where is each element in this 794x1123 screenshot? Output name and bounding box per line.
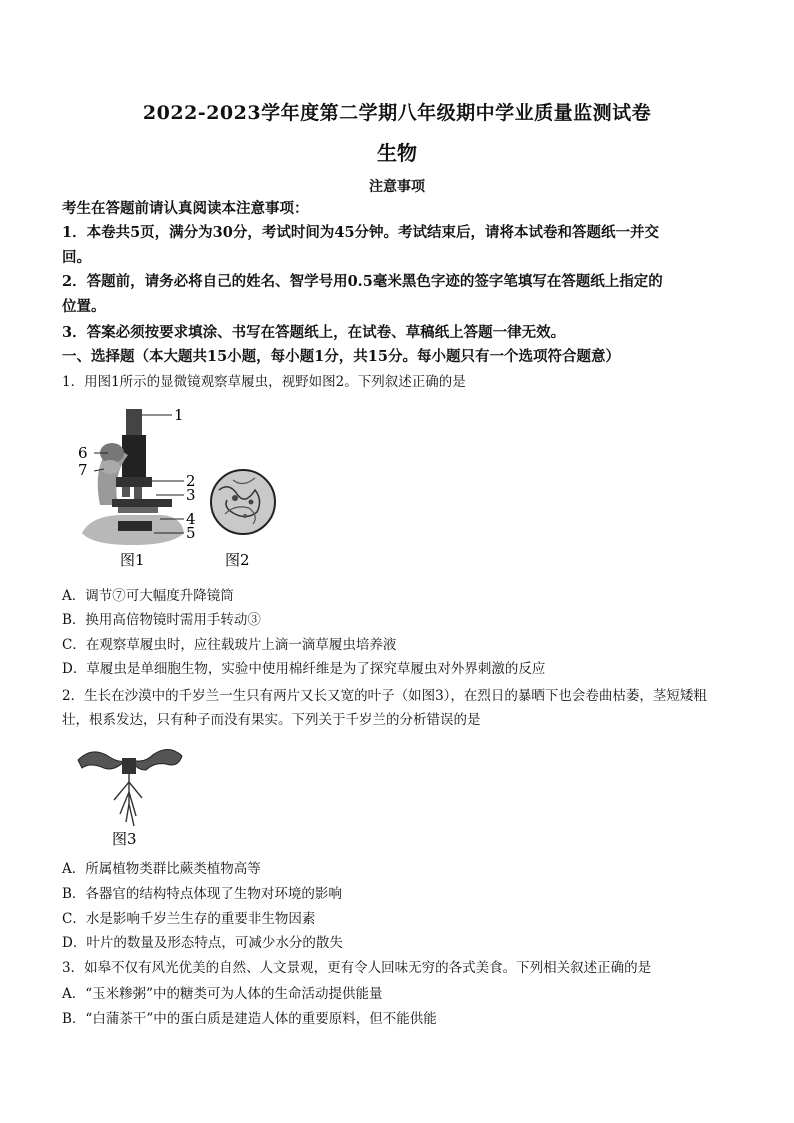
- q3-option-b: B．“白蒲茶干”中的蛋白质是建造人体的重要原料，但不能供能: [62, 1011, 437, 1027]
- q1-option-c: C．在观察草履虫时，应往载玻片上滴一滴草履虫培养液: [62, 637, 397, 653]
- figure-1-caption: 图1: [120, 551, 145, 569]
- microscope-label-1: 1: [174, 406, 184, 424]
- microscope-figure: [72, 405, 212, 573]
- field-of-view-figure: [205, 460, 285, 575]
- q2-option-c: C．水是影响千岁兰生存的重要非生物因素: [62, 911, 316, 927]
- q1-option-a: A．调节⑦可大幅度升降镜筒: [62, 588, 234, 604]
- notice-item-3: 3．答案必须按要求填涂、书写在答题纸上，在试卷、草稿纸上答题一律无效。: [62, 324, 566, 341]
- welwitschia-figure: [74, 742, 186, 850]
- notice-item-1-cont: 回。: [62, 249, 91, 266]
- notice-heading: 注意事项: [369, 179, 425, 195]
- microscope-label-7: 7: [78, 461, 88, 479]
- exam-title: 2022-2023学年度第二学期八年级期中学业质量监测试卷: [142, 102, 652, 124]
- figure-2-caption: 图2: [225, 551, 250, 569]
- q2-option-a: A．所属植物类群比蕨类植物高等: [62, 861, 261, 877]
- microscope-label-3: 3: [186, 486, 196, 504]
- q1-option-b: B．换用高倍物镜时需用手转动③: [62, 612, 261, 628]
- subject-title: 生物: [377, 141, 417, 165]
- microscope-label-5: 5: [186, 524, 196, 542]
- q3-option-a: A．“玉米糁粥”中的糖类可为人体的生命活动提供能量: [62, 986, 383, 1002]
- notice-intro: 考生在答题前请认真阅读本注意事项：: [62, 200, 309, 217]
- question-1-stem: 1．用图1所示的显微镜观察草履虫，视野如图2。下列叙述正确的是: [62, 374, 466, 390]
- question-2-stem: 2．生长在沙漠中的千岁兰一生只有两片又长又宽的叶子（如图3），在烈日的暴晒下也会卷曲枯萎，茎短矮粗: [62, 688, 707, 704]
- microscope-label-2: 2: [186, 472, 196, 490]
- question-2-stem-cont: 壮，根系发达，只有种子而没有果实。下列关于千岁兰的分析错误的是: [62, 712, 481, 728]
- microscope-label-4: 4: [186, 510, 196, 528]
- section-heading: 一、选择题（本大题共15小题，每小题1分，共15分。每小题只有一个选项符合题意）: [62, 348, 620, 365]
- q1-option-d: D．草履虫是单细胞生物，实验中使用棉纤维是为了探究草履虫对外界刺激的反应: [62, 661, 546, 677]
- q2-option-b: B．各器官的结构特点体现了生物对环境的影响: [62, 886, 342, 902]
- q2-option-d: D．叶片的数量及形态特点，可减少水分的散失: [62, 935, 343, 951]
- notice-item-1: 1．本卷共5页，满分为30分，考试时间为45分钟。考试结束后，请将本试卷和答题纸一并交: [62, 224, 660, 241]
- notice-item-2: 2．答题前，请务必将自己的姓名、智学号用0.5毫米黑色字迹的签字笔填写在答题纸上指定的: [62, 273, 663, 290]
- figure-3-caption: 图3: [112, 830, 137, 848]
- microscope-label-6: 6: [78, 444, 88, 462]
- question-3-stem: 3．如皋不仅有风光优美的自然、人文景观，更有令人回味无穷的各式美食。下列相关叙述正确的是: [62, 960, 652, 976]
- notice-item-2-cont: 位置。: [62, 298, 106, 315]
